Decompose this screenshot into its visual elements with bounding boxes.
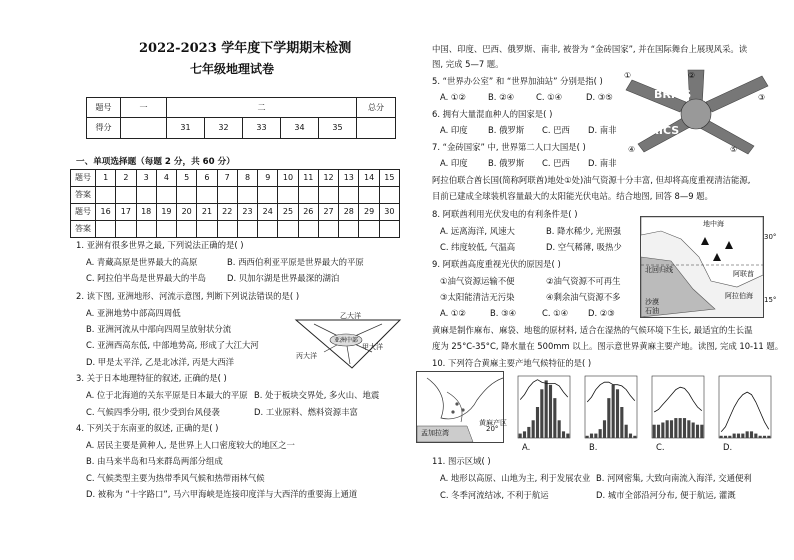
- answer-table-blank[interactable]: [359, 221, 379, 238]
- q7-option-a[interactable]: A. 印度: [440, 158, 468, 168]
- answer-table-number: 10: [278, 170, 298, 187]
- answer-table-blank[interactable]: [177, 221, 197, 238]
- answer-table-number: 29: [359, 204, 379, 221]
- answer-table-number: 2: [116, 170, 136, 187]
- map-label-bing: 丙大洋: [296, 352, 317, 360]
- climate-precip-bar: [754, 434, 757, 438]
- climate-chart-letter[interactable]: D.: [723, 442, 733, 452]
- q11-option-a[interactable]: A. 地形以高原、山地为主, 利于发展农业: [440, 473, 591, 483]
- answer-table-blank[interactable]: [379, 221, 399, 238]
- climate-chart-letter[interactable]: B.: [589, 442, 598, 452]
- q11-option-d[interactable]: D. 城市全部沿河分布, 便于航运, 灌溉: [596, 490, 736, 500]
- q1-option-a[interactable]: A. 青藏高原是世界最大的高原: [86, 257, 198, 267]
- climate-precip-bar: [553, 398, 556, 438]
- score-table-cell: 得分: [87, 118, 121, 139]
- answer-table-blank[interactable]: [298, 221, 318, 238]
- q7-stem: 7. “金砖国家” 中, 世界第二人口大国是( ): [432, 142, 586, 152]
- climate-precip-bar: [759, 436, 762, 438]
- climate-precip-bar: [558, 420, 561, 438]
- answer-table-blank[interactable]: [379, 187, 399, 204]
- answer-table-number: 18: [136, 204, 156, 221]
- answer-table-number: 1: [96, 170, 116, 187]
- climate-chart-letter[interactable]: A.: [522, 442, 531, 452]
- climate-precip-bar: [532, 420, 535, 438]
- climate-precip-bar: [720, 436, 723, 438]
- uae-map-lat15: 15°: [764, 296, 777, 304]
- answer-table-blank[interactable]: [339, 187, 359, 204]
- jute-region-sea: 孟加拉湾: [421, 429, 449, 437]
- answer-table-number: 13: [339, 170, 359, 187]
- climate-precip-bar: [536, 407, 539, 438]
- answer-table-blank[interactable]: [116, 187, 136, 204]
- score-table-cell: 题号: [87, 98, 121, 118]
- climate-precip-bar: [666, 420, 669, 438]
- climate-temp-line: [721, 392, 769, 432]
- climate-precip-bar: [562, 431, 565, 438]
- q3-stem: 3. 关于日本地理特征的叙述, 正确的是( ): [76, 373, 227, 383]
- climate-temp-line: [520, 380, 568, 400]
- climate-precip-bar: [519, 434, 522, 438]
- answer-table-number: 26: [298, 204, 318, 221]
- climate-precip-bar: [629, 434, 632, 438]
- climate-precip-bar: [549, 385, 552, 438]
- brics-marker: ③: [758, 93, 766, 102]
- answer-table-blank[interactable]: [258, 187, 278, 204]
- q8-option-d[interactable]: D. 空气稀薄, 吸热少: [546, 242, 622, 252]
- asia-rivers-diagram: [294, 312, 404, 370]
- q9-item-4: ④剩余油气资源不多: [546, 292, 621, 302]
- answer-table-number: 11: [298, 170, 318, 187]
- climate-precip-bar: [763, 436, 766, 438]
- right-column: [421, 0, 784, 560]
- answer-table-number: 27: [318, 204, 338, 221]
- answer-table-number: 19: [156, 204, 176, 221]
- climate-precip-bar: [683, 418, 686, 438]
- answer-table-label: 答案: [71, 187, 96, 204]
- climate-precip-bar: [737, 434, 740, 438]
- uae-map-lat30: 30°: [764, 233, 777, 241]
- q11-stem: 11. 图示区域( ): [432, 456, 491, 466]
- answer-table-number: 9: [258, 170, 278, 187]
- intro-saffron-line2: 度为 25°C-35°C, 降水量在 500mm 以上。图示意世界黄麻主要产地。读图, 完成 10-11 题。: [432, 341, 784, 351]
- score-table-cell: 33: [243, 118, 281, 139]
- score-table-cell: 二: [167, 98, 357, 118]
- map-label-yi: 乙大洋: [340, 312, 361, 320]
- climate-precip-bar: [566, 434, 569, 438]
- score-table-cell: 35: [319, 118, 357, 139]
- q2-option-b[interactable]: B. 亚洲河流从中部向四周呈放射状分流: [86, 324, 232, 334]
- q5-option-a[interactable]: A. ①②: [440, 92, 466, 102]
- answer-table-number: 30: [379, 204, 399, 221]
- climate-precip-bar: [657, 425, 660, 438]
- answer-table-blank[interactable]: [339, 221, 359, 238]
- climate-precip-bar: [741, 434, 744, 438]
- answer-table-number: 23: [237, 204, 257, 221]
- climate-precip-bar: [586, 436, 589, 438]
- score-table: [86, 97, 396, 139]
- answer-table-number: 25: [278, 204, 298, 221]
- answer-table-blank[interactable]: [96, 221, 116, 238]
- q7-option-b[interactable]: B. 俄罗斯: [488, 158, 525, 168]
- climate-precip-bar: [674, 418, 677, 438]
- q9-item-3: ③太阳能清洁无污染: [440, 292, 515, 302]
- q4-stem: 4. 下列关于东南亚的叙述, 正确的是( ): [76, 423, 219, 433]
- climate-precip-bar: [653, 425, 656, 438]
- answer-table-blank[interactable]: [237, 187, 257, 204]
- q3-option-d[interactable]: D. 工业原料、燃料资源丰富: [254, 407, 358, 417]
- brics-logo-figure: [622, 68, 772, 154]
- q2-stem: 2. 读下图, 亚洲地形、河流示意图, 判断下列说法错误的是( ): [76, 291, 300, 301]
- answer-table-number: 22: [217, 204, 237, 221]
- uae-map-label: 阿联酋: [733, 270, 754, 278]
- q9-item-2: ②油气资源不可再生: [546, 276, 621, 286]
- climate-precip-bar: [540, 389, 543, 438]
- map-label-jia: 甲大洋: [362, 343, 383, 351]
- answer-table-label: 答案: [71, 221, 96, 238]
- q8-option-b[interactable]: B. 降水稀少, 光照强: [546, 226, 622, 236]
- answer-table-blank[interactable]: [318, 221, 338, 238]
- answer-table-number: 14: [359, 170, 379, 187]
- answer-table-blank[interactable]: [156, 187, 176, 204]
- q9-option-a[interactable]: A. ①②: [440, 308, 466, 318]
- q10-stem: 10. 下列符合黄麻主要产地气候特征的是( ): [432, 358, 592, 368]
- q2-option-d[interactable]: D. 甲是太平洋, 乙是北冰洋, 丙是大西洋: [86, 357, 235, 367]
- uae-map: [640, 216, 764, 318]
- jute-region-lat: 20°: [486, 425, 499, 433]
- q5-option-d[interactable]: D. ③⑤: [586, 92, 613, 102]
- score-table-cell: 一: [121, 98, 167, 118]
- climate-precip-bar: [620, 407, 623, 438]
- q6-option-c[interactable]: C. 巴西: [542, 125, 570, 135]
- answer-table-number: 20: [177, 204, 197, 221]
- uae-map-legend-desert: 沙漠: [645, 298, 659, 306]
- answer-table-blank[interactable]: [116, 221, 136, 238]
- answer-table-number: 16: [96, 204, 116, 221]
- answer-table-blank[interactable]: [298, 187, 318, 204]
- map-label-center: 亚洲中部: [334, 337, 359, 344]
- uae-map-label: 地中海: [703, 220, 724, 228]
- q1-option-d[interactable]: D. 贝加尔湖是世界最深的湖泊: [227, 273, 340, 283]
- q2-option-a[interactable]: A. 亚洲地势中部高四周低: [86, 308, 181, 318]
- answer-table-blank[interactable]: [258, 221, 278, 238]
- brics-marker: ①: [624, 71, 632, 80]
- answer-table-blank[interactable]: [136, 187, 156, 204]
- climate-precip-bar: [700, 425, 703, 438]
- answer-table-number: 3: [136, 170, 156, 187]
- jute-region-legend: 黄麻产区: [479, 419, 507, 427]
- q9-stem: 9. 阿联酋高度重视光伏的原因是( ): [432, 259, 561, 269]
- intro-bric-line1: 中国、印度、巴西、俄罗斯、南非, 被誉为 “金砖国家”, 并在国际舞台上展现风采。读: [432, 44, 748, 54]
- score-table-cell: 32: [205, 118, 243, 139]
- answer-table-number: 12: [318, 170, 338, 187]
- climate-chart-frame: [719, 376, 771, 438]
- answer-table-number: 21: [197, 204, 217, 221]
- q4-option-a[interactable]: A. 居民主要是黄种人, 是世界上人口密度较大的地区之一: [86, 440, 295, 450]
- uae-map-label: 北回归线: [645, 266, 673, 274]
- q3-option-b[interactable]: B. 处于板块交界处, 多火山、地震: [254, 390, 380, 400]
- q4-option-b[interactable]: B. 由马来半岛和马来群岛两部分组成: [86, 456, 223, 466]
- q6-option-b[interactable]: B. 俄罗斯: [488, 125, 525, 135]
- climate-precip-bar: [746, 431, 749, 438]
- q1-option-b[interactable]: B. 西西伯利亚平原是世界最大的平原: [227, 257, 364, 267]
- exam-title: 2022-2023 学年度下学期期末检测: [139, 41, 352, 56]
- climate-charts: [512, 370, 772, 448]
- answer-table-blank[interactable]: [197, 221, 217, 238]
- q4-option-d[interactable]: D. 被称为 “十字路口”, 马六甲海峡是连接印度洋与大西洋的重要海上通道: [86, 489, 358, 499]
- q5-option-c[interactable]: C. ①④: [536, 92, 563, 102]
- q6-option-d[interactable]: D. 南非: [588, 125, 617, 135]
- climate-chart-letter[interactable]: C.: [656, 442, 665, 452]
- section1-heading: 一、单项选择题（每题 2 分，共 60 分）: [76, 157, 235, 167]
- answer-table-number: 6: [197, 170, 217, 187]
- answer-table-label: 题号: [71, 204, 96, 221]
- q8-option-a[interactable]: A. 远离海洋, 风速大: [440, 226, 515, 236]
- climate-precip-bar: [633, 436, 636, 438]
- q1-stem: 1. 亚洲有很多世界之最, 下列说法正确的是( ): [76, 240, 244, 250]
- uae-map-label: 阿拉伯海: [725, 292, 753, 300]
- climate-precip-bar: [728, 436, 731, 438]
- q6-option-a[interactable]: A. 印度: [440, 125, 468, 135]
- climate-precip-bar: [612, 385, 615, 438]
- q1-option-c[interactable]: C. 阿拉伯半岛是世界最大的半岛: [86, 273, 207, 283]
- climate-precip-bar: [692, 423, 695, 439]
- answer-table-blank[interactable]: [278, 221, 298, 238]
- climate-precip-bar: [523, 431, 526, 438]
- climate-precip-bar: [590, 434, 593, 438]
- q9-option-b[interactable]: B. ③④: [490, 308, 517, 318]
- climate-precip-bar: [661, 423, 664, 439]
- answer-table-blank[interactable]: [136, 221, 156, 238]
- answer-table-number: 5: [177, 170, 197, 187]
- answer-table-blank[interactable]: [217, 187, 237, 204]
- brics-word-bottom: BRICS: [642, 124, 680, 137]
- q9-item-1: ①油气资源运输不便: [440, 276, 515, 286]
- q11-option-b[interactable]: B. 河网密集, 大致向南流入海洋, 交通便利: [596, 473, 752, 483]
- intro-uae-line2: 目前已建成全球装机容量最大的太阳能光伏电站。结合地图, 回答 8—9 题。: [432, 191, 713, 201]
- q2-option-c[interactable]: C. 亚洲西高东低, 中部地势高, 形成了大江大河: [86, 340, 259, 350]
- q3-option-c[interactable]: C. 气候四季分明, 很少受到台风侵袭: [86, 407, 220, 417]
- climate-precip-bar: [527, 427, 530, 438]
- climate-chart-frame: [585, 376, 637, 438]
- climate-precip-bar: [599, 429, 602, 438]
- q7-option-c[interactable]: C. 巴西: [542, 158, 570, 168]
- climate-precip-bar: [724, 436, 727, 438]
- answer-table-number: 8: [237, 170, 257, 187]
- climate-precip-bar: [603, 420, 606, 438]
- intro-saffron-line1: 黄麻是制作麻布、麻袋、地毯的原材料, 适合在湿热的气候环境下生长, 最适宜的生长温: [432, 325, 753, 335]
- q7-option-d[interactable]: D. 南非: [588, 158, 617, 168]
- climate-precip-bar: [594, 434, 597, 438]
- answer-table-number: 17: [116, 204, 136, 221]
- climate-precip-bar: [767, 436, 770, 438]
- q5-option-b[interactable]: B. ②④: [488, 92, 515, 102]
- brics-marker: ④: [628, 145, 636, 154]
- answer-table-number: 15: [379, 170, 399, 187]
- q9-option-c[interactable]: C. ①④: [542, 308, 569, 318]
- answer-table-blank[interactable]: [96, 187, 116, 204]
- left-column: [72, 0, 402, 560]
- climate-precip-bar: [733, 434, 736, 438]
- brics-word-top: BRICS: [654, 88, 692, 101]
- climate-precip-bar: [687, 420, 690, 438]
- intro-uae-line1: 阿拉伯联合酋长国(简称阿联酋)地处①处)油气资源十分丰富, 但却将高度重视清洁能源,: [432, 175, 751, 185]
- answer-table-blank[interactable]: [156, 221, 176, 238]
- score-table-cell: 总分: [357, 98, 396, 118]
- q5-stem: 5. “世界办公室” 和 “世界加油站” 分别是指( ): [432, 76, 603, 86]
- climate-precip-bar: [696, 425, 699, 438]
- answer-table-blank[interactable]: [359, 187, 379, 204]
- q11-option-c[interactable]: C. 冬季河流结冰, 不利于航运: [440, 490, 549, 500]
- brics-marker: ⑤: [730, 145, 738, 154]
- climate-precip-bar: [607, 398, 610, 438]
- uae-map-legend-oil: 石油: [645, 307, 659, 315]
- climate-precip-bar: [670, 420, 673, 438]
- q9-option-d[interactable]: D. ②③: [588, 308, 615, 318]
- answer-table-number: 4: [156, 170, 176, 187]
- score-table-cell: 31: [167, 118, 205, 139]
- climate-precip-bar: [545, 380, 548, 438]
- answer-table-blank[interactable]: [217, 221, 237, 238]
- score-table-cell: 34: [281, 118, 319, 139]
- answer-table-blank[interactable]: [318, 187, 338, 204]
- q8-stem: 8. 阿联酋利用光伏发电的有利条件是( ): [432, 209, 578, 219]
- answer-table-number: 28: [339, 204, 359, 221]
- q3-option-a[interactable]: A. 位于北海道的关东平原是日本最大的平原: [86, 390, 248, 400]
- climate-precip-bar: [750, 431, 753, 438]
- climate-precip-bar: [679, 418, 682, 438]
- exam-subtitle: 七年级地理试卷: [190, 62, 275, 76]
- q8-option-c[interactable]: C. 纬度较低, 气温高: [440, 242, 516, 252]
- answer-table-label: 题号: [71, 170, 96, 187]
- answer-table-blank[interactable]: [177, 187, 197, 204]
- climate-precip-bar: [625, 425, 628, 438]
- answer-table-blank[interactable]: [278, 187, 298, 204]
- score-table-cell[interactable]: [121, 118, 167, 139]
- q6-stem: 6. 拥有大量混血种人的国家是( ): [432, 109, 553, 119]
- answer-table-number: 24: [258, 204, 278, 221]
- climate-chart-frame: [518, 376, 570, 438]
- intro-bric-line2: 图, 完成 5—7 题。: [432, 59, 504, 69]
- brics-marker: ②: [688, 71, 696, 80]
- score-table-cell[interactable]: [357, 118, 396, 139]
- climate-temp-line: [654, 387, 702, 412]
- climate-precip-bar: [616, 389, 619, 438]
- answer-table-blank[interactable]: [237, 221, 257, 238]
- q4-option-c[interactable]: C. 气候类型主要为热带季风气候和热带雨林气候: [86, 473, 265, 483]
- answer-table-number: 7: [217, 170, 237, 187]
- answer-table: [70, 169, 400, 238]
- climate-temp-line: [587, 382, 635, 402]
- answer-table-blank[interactable]: [197, 187, 217, 204]
